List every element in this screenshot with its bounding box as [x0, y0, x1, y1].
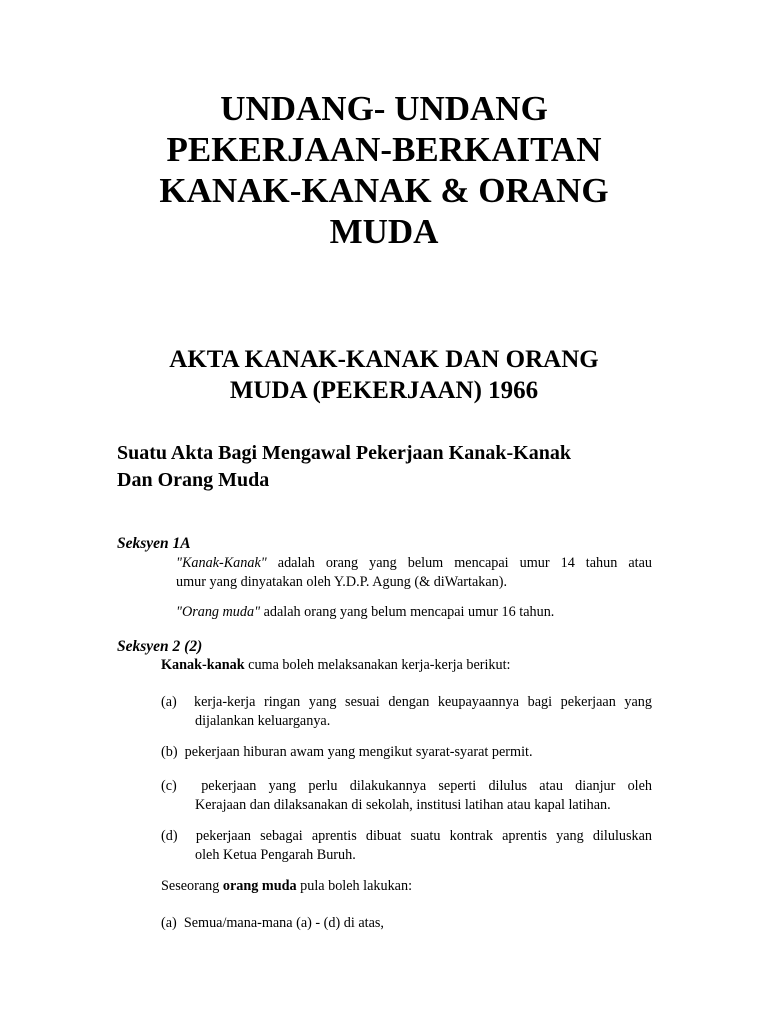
list-marker: (d) — [161, 828, 178, 844]
intro-bold-term: Kanak-kanak — [161, 657, 245, 673]
list-item-a-line-2: dijalankan keluarganya. — [195, 713, 331, 729]
title-line-3: KANAK-KANAK & ORANG — [159, 171, 609, 210]
list-item-text: kerja-kerja ringan yang sesuai dengan keupayaannya bagi pekerjaan yang — [193, 694, 652, 710]
definition-kanak-kanak — [176, 554, 652, 592]
list-item-d-line-2: oleh Ketua Pengarah Buruh. — [195, 847, 356, 863]
list-item-text: Semua/mana-mana (a) - (d) di atas, — [183, 915, 384, 931]
young-list-item-a — [161, 914, 652, 933]
list-marker: (a) — [161, 915, 177, 931]
section-2-2-intro — [161, 656, 652, 675]
definition-term: "Orang muda" — [176, 604, 261, 620]
list-marker: (b) — [161, 744, 178, 760]
list-item-c-line-1 — [161, 777, 652, 796]
young-intro-pre: Seseorang — [161, 878, 220, 894]
definition-kanak-kanak-line-1 — [176, 554, 652, 573]
list-item-d-line-1 — [161, 827, 652, 846]
list-item-d — [161, 827, 652, 865]
list-item-a-line-1 — [161, 693, 652, 712]
list-item-text: pekerjaan yang perlu dilakukannya seperti dilulus atau dianjur oleh — [201, 778, 652, 794]
list-item-b — [161, 743, 652, 762]
list-item-c-line-2: Kerajaan dan dilaksanakan di sekolah, institusi latihan atau kapal latihan. — [195, 797, 611, 813]
list-item-a — [161, 693, 652, 731]
young-person-intro — [161, 877, 652, 896]
act-title — [110, 344, 658, 406]
act-title-line-1: AKTA KANAK-KANAK DAN ORANG — [169, 346, 599, 373]
act-description-line-1: Suatu Akta Bagi Mengawal Pekerjaan Kanak-Kanak — [117, 442, 571, 464]
title-line-4: MUDA — [329, 212, 439, 251]
act-description-line-2: Dan Orang Muda — [117, 469, 270, 491]
list-item-text: pekerjaan hiburan awam yang mengikut syarat-syarat permit. — [184, 744, 533, 760]
act-description — [117, 440, 677, 494]
document-title — [100, 88, 668, 252]
intro-text: cuma boleh melaksanakan kerja-kerja berikut: — [248, 657, 511, 673]
act-title-line-2: MUDA (PEKERJAAN) 1966 — [229, 377, 539, 404]
title-line-2: PEKERJAAN-BERKAITAN — [166, 130, 602, 169]
list-marker: (c) — [161, 778, 177, 794]
list-marker: (a) — [161, 694, 177, 710]
list-item-c — [161, 777, 652, 815]
definition-term: "Kanak-Kanak" — [176, 555, 267, 571]
section-2-2-heading: Seksyen 2 (2) — [117, 638, 203, 655]
section-1a-heading: Seksyen 1A — [117, 535, 191, 552]
definition-text: adalah orang yang belum mencapai umur 14 tahun atau — [277, 555, 652, 571]
definition-text: adalah orang yang belum mencapai umur 16 tahun. — [263, 604, 555, 620]
young-intro-post: pula boleh lakukan: — [300, 878, 413, 894]
definition-orang-muda — [176, 603, 652, 622]
definition-kanak-kanak-line-2: umur yang dinyatakan oleh Y.D.P. Agung (& diWartakan). — [176, 574, 508, 590]
title-line-1: UNDANG- UNDANG — [220, 89, 548, 128]
young-intro-bold-term: orang muda — [222, 878, 297, 894]
list-item-text: pekerjaan sebagai aprentis dibuat suatu kontrak aprentis yang diluluskan — [195, 828, 652, 844]
